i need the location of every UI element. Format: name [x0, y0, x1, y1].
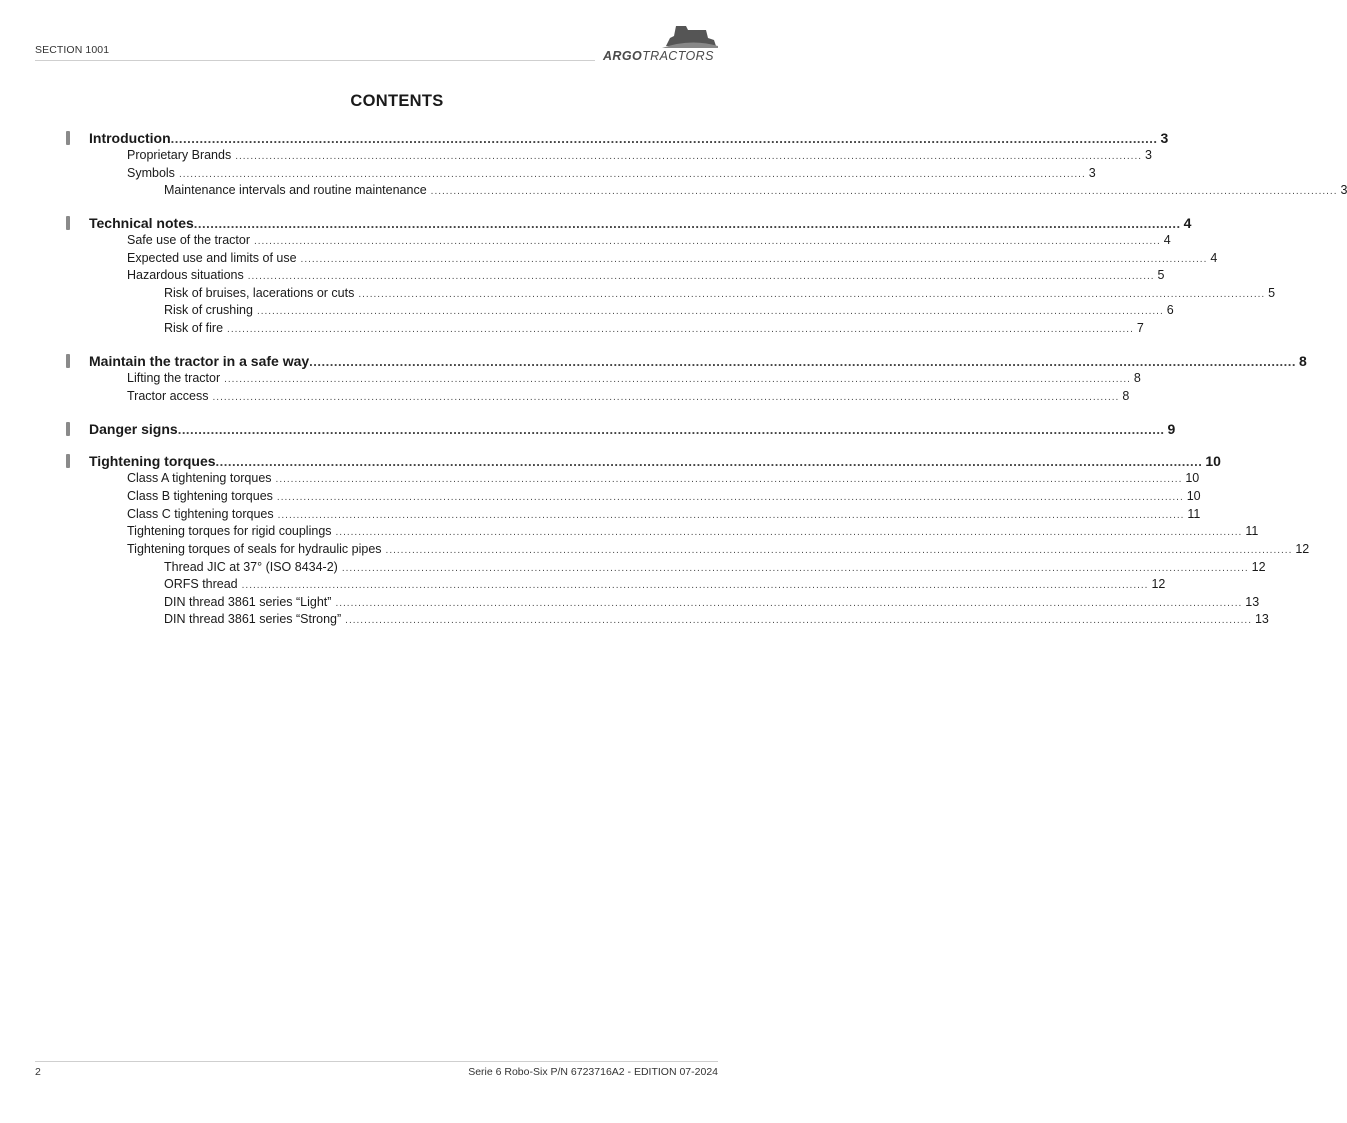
- toc-entry[interactable]: [127, 166, 1096, 180]
- toc-entry[interactable]: [164, 595, 1260, 609]
- toc-entry-label: Introduction: [89, 130, 171, 146]
- toc-leader-dots: ................................................................................................................................................................................................................................................: [193, 216, 1181, 231]
- toc-entry-label: Danger signs: [89, 421, 178, 437]
- toc-leader-dots: ................................................................................................................................................................................................................................................: [335, 598, 1243, 609]
- toc-entry-label: Thread JIC at 37° (ISO 8434-2): [164, 560, 338, 574]
- toc-entry[interactable]: [89, 353, 1307, 369]
- toc-entry-page: 10: [1185, 471, 1200, 485]
- toc-entry-page: 11: [1187, 507, 1201, 521]
- toc-entry[interactable]: [164, 286, 1276, 300]
- toc-leader-dots: ................................................................................................................................................................................................................................................: [241, 580, 1149, 591]
- toc-entry[interactable]: [127, 371, 1141, 385]
- toc-entry[interactable]: [164, 303, 1174, 317]
- toc-entry-page: 12: [1295, 542, 1310, 556]
- toc-entry-label: Safe use of the tractor: [127, 233, 250, 247]
- toc-entry-page: 12: [1151, 577, 1166, 591]
- toc-entry-label: Lifting the tractor: [127, 371, 221, 385]
- argo-tractors-logo: [600, 24, 720, 66]
- toc-entry-label: Risk of bruises, lacerations or cuts: [164, 286, 355, 300]
- toc-entry-label: Class A tightening torques: [127, 471, 272, 485]
- toc-entry-page: 3: [1145, 148, 1152, 162]
- section-marker-bar: [66, 422, 70, 436]
- toc-leader-dots: ................................................................................................................................................................................................................................................: [256, 306, 1164, 317]
- toc-entry-label: Risk of fire: [164, 321, 224, 335]
- toc-entry-page: 5: [1157, 268, 1165, 282]
- toc-entry-label: Tightening torques for rigid couplings: [127, 524, 332, 538]
- toc-entry-page: 13: [1254, 612, 1269, 626]
- toc-entry-page: 4: [1210, 251, 1218, 265]
- toc-entry[interactable]: [127, 233, 1171, 247]
- toc-entry[interactable]: [164, 183, 1347, 197]
- toc-entry-page: 5: [1268, 286, 1276, 300]
- section-marker-bar: [66, 216, 70, 230]
- toc-entry-label: Tractor access: [127, 389, 209, 403]
- toc-leader-dots: ................................................................................................................................................................................................................................................: [212, 392, 1120, 403]
- toc-entry-label: Technical notes: [89, 215, 194, 231]
- toc-entry-label: DIN thread 3861 series “Strong”: [164, 612, 342, 626]
- toc-entry-label: Tightening torques: [89, 453, 216, 469]
- toc-leader-dots: ................................................................................................................................................................................................................................................: [235, 151, 1143, 162]
- section-label: SECTION 1001: [35, 44, 110, 56]
- toc-entry[interactable]: [127, 542, 1310, 556]
- logo-wordmark-bold: ARGO: [603, 49, 643, 63]
- toc-entry-label: Class B tightening torques: [127, 489, 273, 503]
- toc-leader-dots: ................................................................................................................................................................................................................................................: [177, 422, 1165, 437]
- toc-leader-dots: ................................................................................................................................................................................................................................................: [227, 324, 1134, 335]
- toc-entry-page: 9: [1167, 421, 1176, 437]
- toc-leader-dots: ................................................................................................................................................................................................................................................: [358, 289, 1266, 300]
- toc-leader-dots: ................................................................................................................................................................................................................................................: [170, 131, 1158, 146]
- toc-entry-label: Symbols: [127, 166, 175, 180]
- toc-leader-dots: ................................................................................................................................................................................................................................................: [275, 474, 1183, 485]
- toc-entry[interactable]: [127, 507, 1201, 521]
- toc-entry[interactable]: [127, 148, 1152, 162]
- toc-entry-page: 10: [1186, 489, 1201, 503]
- toc-entry[interactable]: [89, 421, 1176, 437]
- toc-entry-label: Hazardous situations: [127, 268, 244, 282]
- toc-leader-dots: ................................................................................................................................................................................................................................................: [300, 254, 1208, 265]
- toc-entry[interactable]: [164, 321, 1144, 335]
- toc-entry-page: 13: [1245, 595, 1260, 609]
- toc-leader-dots: ................................................................................................................................................................................................................................................: [224, 374, 1131, 385]
- toc-entry[interactable]: [164, 612, 1269, 626]
- section-marker-bar: [66, 131, 70, 145]
- section-marker-bar: [66, 354, 70, 368]
- toc-leader-dots: ................................................................................................................................................................................................................................................: [309, 354, 1297, 369]
- section-marker-bar: [66, 454, 70, 468]
- toc-entry[interactable]: [127, 268, 1165, 282]
- toc-leader-dots: ................................................................................................................................................................................................................................................: [276, 492, 1184, 503]
- toc-entry-page: 3: [1340, 183, 1347, 197]
- toc-leader-dots: ................................................................................................................................................................................................................................................: [335, 527, 1243, 538]
- toc-entry-label: ORFS thread: [164, 577, 238, 591]
- toc-entry[interactable]: [164, 577, 1166, 591]
- toc-entry[interactable]: [164, 560, 1266, 574]
- page-number: 2: [35, 1066, 41, 1078]
- toc-entry[interactable]: [89, 215, 1192, 231]
- tractor-cab-icon: [662, 24, 718, 48]
- toc-entry-page: 10: [1205, 453, 1221, 469]
- document-info: Serie 6 Robo-Six P/N 6723716A2 - EDITION 07-2024: [468, 1066, 718, 1078]
- toc-entry-page: 8: [1299, 353, 1307, 369]
- toc-entry-page: 3: [1088, 166, 1096, 180]
- toc-entry-label: Risk of crushing: [164, 303, 253, 317]
- toc-entry-label: Maintain the tractor in a safe way: [89, 353, 310, 369]
- toc-leader-dots: ................................................................................................................................................................................................................................................: [254, 236, 1161, 247]
- toc-entry-label: Tightening torques of seals for hydraulic pipes: [127, 542, 382, 556]
- toc-entry-label: Class C tightening torques: [127, 507, 274, 521]
- toc-entry-page: 4: [1183, 215, 1192, 231]
- toc-entry-label: Maintenance intervals and routine maintenance: [164, 183, 427, 197]
- toc-leader-dots: ................................................................................................................................................................................................................................................: [247, 271, 1155, 282]
- toc-entry[interactable]: [89, 453, 1221, 469]
- toc-entry[interactable]: [127, 489, 1201, 503]
- toc-leader-dots: ................................................................................................................................................................................................................................................: [215, 454, 1203, 469]
- toc-entry[interactable]: [127, 471, 1200, 485]
- toc-entry[interactable]: [89, 130, 1169, 146]
- toc-entry-label: Expected use and limits of use: [127, 251, 297, 265]
- logo-wordmark-light: TRACTORS: [642, 49, 714, 63]
- toc-entry-page: 12: [1251, 560, 1266, 574]
- page-title: CONTENTS: [350, 92, 444, 110]
- toc-entry[interactable]: [127, 389, 1130, 403]
- toc-entry-page: 8: [1122, 389, 1130, 403]
- toc-entry-page: 11: [1245, 524, 1259, 538]
- toc-entry-label: DIN thread 3861 series “Light”: [164, 595, 332, 609]
- toc-entry-page: 7: [1136, 321, 1144, 335]
- toc-entry[interactable]: [127, 251, 1218, 265]
- toc-leader-dots: ................................................................................................................................................................................................................................................: [341, 563, 1249, 574]
- toc-leader-dots: ................................................................................................................................................................................................................................................: [385, 545, 1293, 556]
- toc-entry-page: 8: [1133, 371, 1141, 385]
- toc-leader-dots: ................................................................................................................................................................................................................................................: [345, 615, 1252, 626]
- toc-leader-dots: ................................................................................................................................................................................................................................................: [277, 510, 1185, 521]
- toc-leader-dots: ................................................................................................................................................................................................................................................: [430, 186, 1338, 197]
- toc-entry[interactable]: [127, 524, 1259, 538]
- header-divider: [35, 60, 595, 61]
- toc-entry-page: 6: [1166, 303, 1174, 317]
- toc-leader-dots: ................................................................................................................................................................................................................................................: [178, 169, 1086, 180]
- toc-entry-label: Proprietary Brands: [127, 148, 232, 162]
- toc-entry-page: 3: [1160, 130, 1169, 146]
- toc-entry-page: 4: [1163, 233, 1171, 247]
- footer-divider: [35, 1061, 718, 1062]
